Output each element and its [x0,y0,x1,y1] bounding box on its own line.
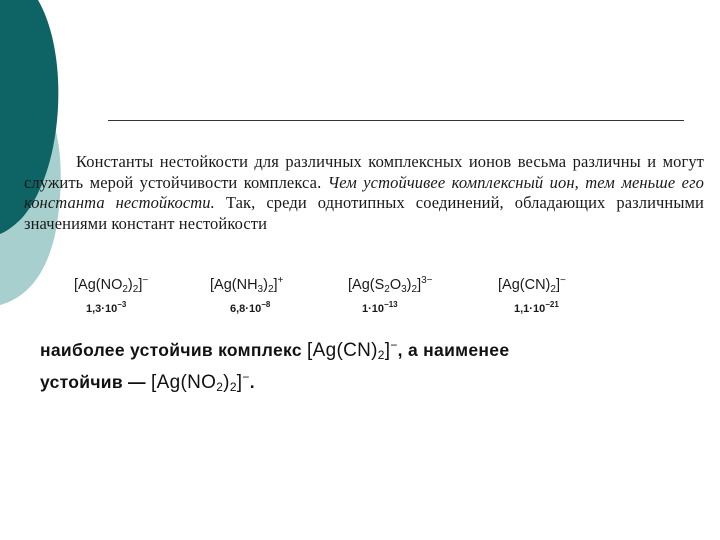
conclusion-text: наиболее устойчив комплекс $[Ag(CN)_2]^-$, а наименее устойчив — $[Ag(NO_2)_2]^-$. [40,338,510,394]
paragraph-text-2: Так, среди однотипных соединений, обладающих различными значениями констант нестойкости [24,193,704,233]
least-stable-complex: $[Ag(NO_2)_2]^-$ [151,370,250,394]
title-rule [108,120,684,121]
paragraph-text-1: Константы нестойкости для различных комплексных ионов весьма различны и могут служить мерой устойчивости комплекса. [24,152,704,192]
instability-constant-1: $1,3\cdot 10^{-3}$ [86,300,127,315]
paragraph-italic-text: Чем устойчивее комплексный ион, тем меньше его константа нестойкости. [24,172,704,213]
instability-constant-2: $6,8\cdot 10^{-8}$ [230,300,271,315]
complex-formula-1: $[Ag(NO_2)_2]^-$ [74,275,149,295]
most-stable-complex: $[Ag(CN)_2]^-$ [307,338,398,362]
complex-formula-2: $[Ag(NH_3)_2]^+$ [210,275,284,295]
complex-formula-3: $[Ag(S_2O_3)_2]^{3-}$ [348,275,433,295]
complex-formula-4: $[Ag(CN)_2]^-$ [498,275,566,295]
body-paragraph [24,152,704,234]
instability-constant-4: $1,1\cdot 10^{-21}$ [514,300,559,315]
instability-constant-3: $1\cdot 10^{-13}$ [362,300,398,315]
